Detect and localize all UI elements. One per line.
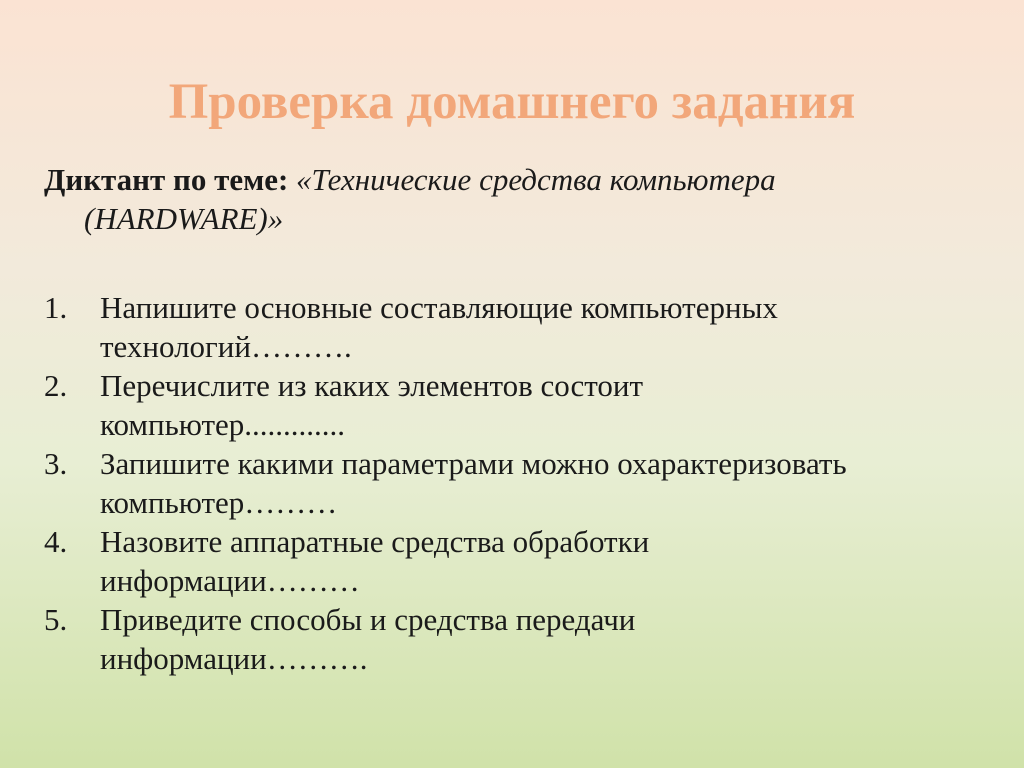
- task-item: [44, 366, 994, 444]
- task-text-line-2: информации………: [100, 563, 360, 598]
- task-text-line-1: Перечислите из каких элементов состоит: [100, 368, 644, 403]
- task-item: [44, 600, 994, 678]
- task-text-line-1: Запишите какими параметрами можно охарактеризовать: [100, 446, 847, 481]
- task-text-line-1: Приведите способы и средства передачи: [100, 602, 636, 637]
- task-number: 5.: [44, 602, 68, 637]
- task-number: 3.: [44, 446, 68, 481]
- task-number: 4.: [44, 524, 68, 559]
- task-text-line-2: компьютер.............: [100, 407, 346, 442]
- subject-topic-continuation: (HARDWARE)»: [84, 201, 284, 236]
- task-text-line-2: технологий……….: [100, 329, 352, 364]
- dictation-subject: [44, 160, 944, 238]
- subject-label: Диктант по теме:: [44, 162, 289, 197]
- task-list: [44, 288, 994, 678]
- task-number: 2.: [44, 368, 68, 403]
- task-text-line-2: информации……….: [100, 641, 368, 676]
- subject-topic: «Технические средства компьютера: [296, 162, 776, 197]
- task-text-line-1: Назовите аппаратные средства обработки: [100, 524, 650, 559]
- subject-line-1: [44, 160, 944, 199]
- task-item: [44, 522, 994, 600]
- subject-line-2: [44, 199, 944, 238]
- slide-title: Проверка домашнего задания: [168, 74, 856, 130]
- task-number: 1.: [44, 290, 68, 325]
- task-item: [44, 444, 994, 522]
- task-text-line-2: компьютер………: [100, 485, 338, 520]
- task-text-line-1: Напишите основные составляющие компьютерных: [100, 290, 778, 325]
- task-item: [44, 288, 994, 366]
